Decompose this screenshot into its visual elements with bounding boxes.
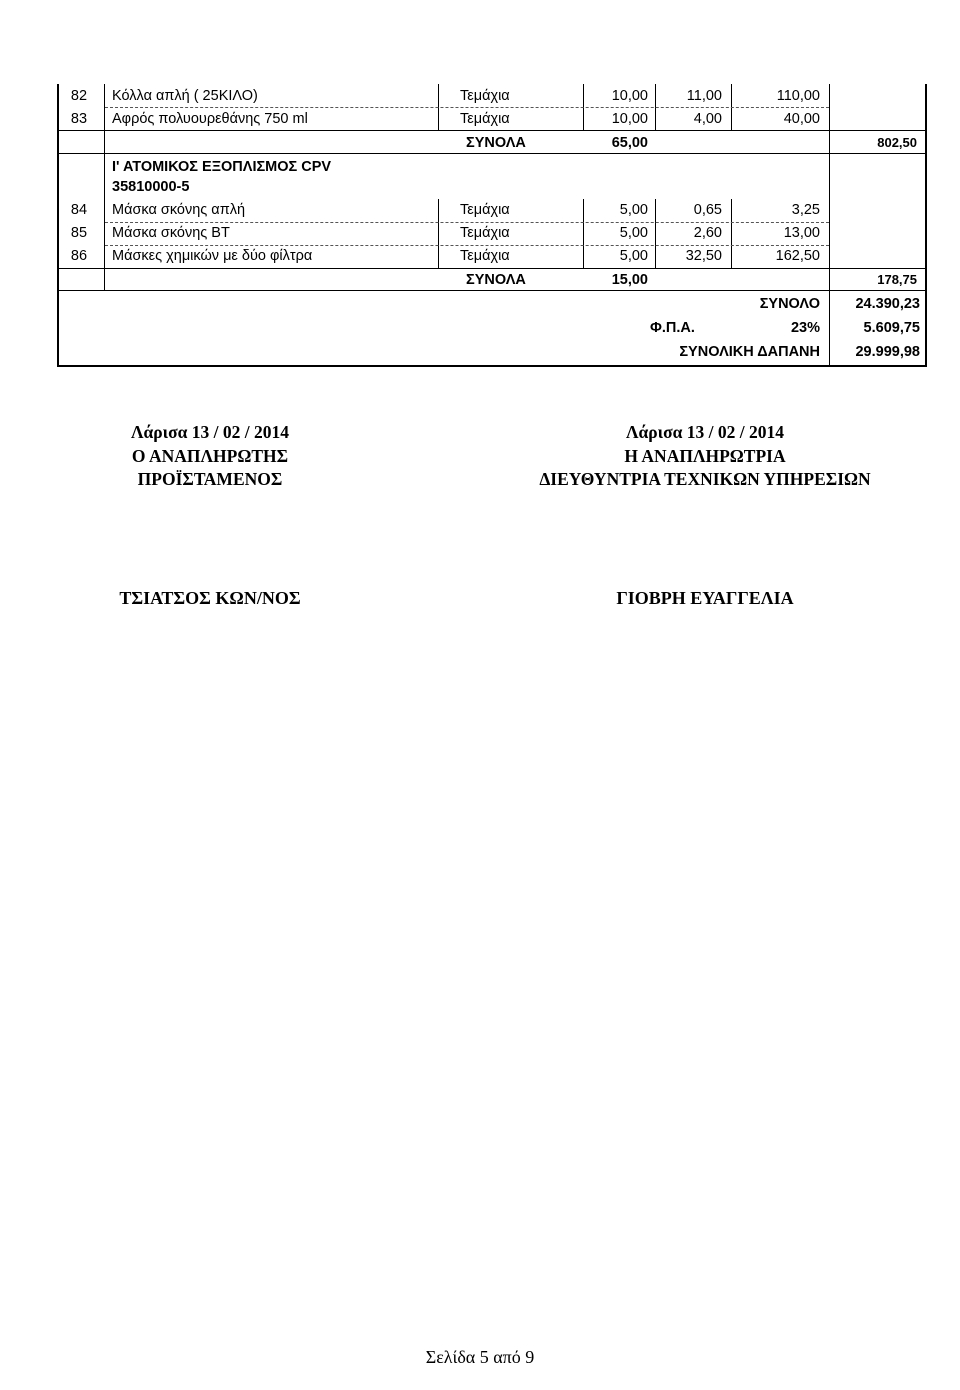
col-line-desc-2 [438,199,439,268]
item-qty: 5,00 [619,225,648,241]
item-total: 162,50 [775,248,820,264]
item-total: 13,00 [783,225,820,241]
item-no: 85 [70,225,88,241]
item-unit: Τεμάχια [460,225,510,241]
item-no: 86 [70,248,88,264]
item-desc: Κόλλα απλή ( 25ΚΙΛΟ) [112,88,258,104]
item-price: 32,50 [685,248,722,264]
right-signatory-name: ΓΙΟΒΡΗ ΕΥΑΓΓΕΛΙΑ [616,588,794,608]
sum-value: 24.390,23 [855,296,920,312]
vat-label: Φ.Π.Α. [650,320,695,336]
item-desc: Αφρός πολυουρεθάνης 750 ml [112,111,308,127]
item-qty: 5,00 [619,202,648,218]
item-price: 0,65 [693,202,722,218]
right-signature-title: ΔΙΕΥΘΥΝΤΡΙΑ ΤΕΧΝΙΚΩΝ ΥΠΗΡΕΣΙΩΝ [539,469,871,489]
item-total: 40,00 [783,111,820,127]
item-desc: Μάσκα σκόνης ΒΤ [112,225,230,241]
item-qty: 10,00 [611,88,648,104]
row-sep [59,130,925,131]
item-unit: Τεμάχια [460,111,510,127]
grand-total-label: ΣΥΝΟΛΙΚΗ ΔΑΠΑΝΗ [679,344,820,360]
section-title: Ι' ΑΤΟΜΙΚΟΣ ΕΞΟΠΛΙΣΜΟΣ CPV [112,159,332,175]
item-no: 83 [70,111,88,127]
item-no: 82 [70,88,88,104]
page-number: Σελίδα 5 από 9 [425,1347,535,1367]
row-sep [59,153,925,154]
subtotal-qty: 65,00 [611,135,648,151]
left-signature-title: ΠΡΟΪΣΤΑΜΕΝΟΣ [137,469,283,489]
item-price: 2,60 [693,225,722,241]
item-unit: Τεμάχια [460,202,510,218]
item-price: 11,00 [686,88,722,104]
col-line-total [829,84,830,290]
section-cpv-code: 35810000-5 [112,179,190,195]
item-unit: Τεμάχια [460,88,510,104]
left-signature-date: Λάρισα 13 / 02 / 2014 [131,422,289,442]
row-sep [59,268,925,269]
row-sep [59,290,925,291]
item-total: 110,00 [776,88,820,104]
item-no: 84 [70,202,88,218]
subtotal-label: ΣΥΝΟΛΑ [466,272,526,288]
item-desc: Μάσκα σκόνης απλή [112,202,246,218]
item-qty: 10,00 [611,111,648,127]
col-line-no [104,84,105,290]
item-total: 3,25 [791,202,820,218]
subtotal-amount: 178,75 [877,272,917,287]
item-desc: Μάσκες χημικών με δύο φίλτρα [112,248,313,264]
subtotal-label: ΣΥΝΟΛΑ [466,135,526,151]
item-qty: 5,00 [619,248,648,264]
item-unit: Τεμάχια [460,248,510,264]
grand-total-value: 29.999,98 [855,344,920,360]
right-signature-date: Λάρισα 13 / 02 / 2014 [626,422,784,442]
left-signatory-name: ΤΣΙΑΤΣΟΣ ΚΩΝ/ΝΟΣ [119,588,301,608]
left-signature-role: Ο ΑΝΑΠΛΗΡΩΤΗΣ [131,446,289,466]
subtotal-amount: 802,50 [877,135,917,150]
row-sep [105,107,829,108]
sum-label: ΣΥΝΟΛΟ [759,296,820,312]
vat-rate: 23% [790,320,820,336]
item-price: 4,00 [693,111,722,127]
vat-value: 5.609,75 [863,320,920,336]
right-signature-role: Η ΑΝΑΠΛΗΡΩΤΡΙΑ [624,446,786,466]
subtotal-qty: 15,00 [611,272,648,288]
